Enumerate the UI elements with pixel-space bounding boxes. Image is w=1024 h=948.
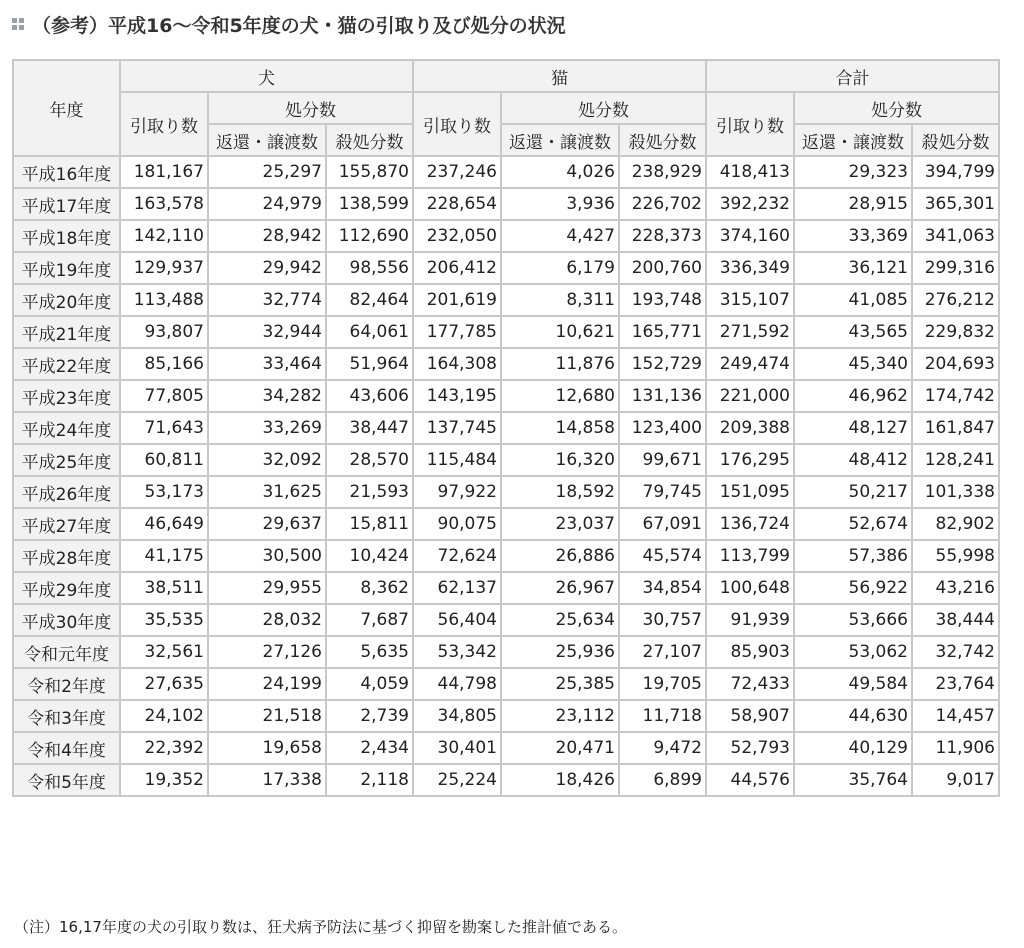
cell-total-kill: 101,338 — [912, 476, 999, 508]
header-dog-disposal: 処分数 — [208, 92, 413, 124]
cell-total-kill: 82,902 — [912, 508, 999, 540]
cell-dog-return: 28,032 — [208, 604, 326, 636]
cell-dog-return: 19,658 — [208, 732, 326, 764]
row-year: 平成30年度 — [13, 604, 120, 636]
row-year: 平成20年度 — [13, 284, 120, 316]
row-year: 平成19年度 — [13, 252, 120, 284]
cell-total-intake: 100,648 — [706, 572, 794, 604]
header-total-return: 返還・譲渡数 — [794, 124, 912, 156]
cell-cat-kill: 79,745 — [619, 476, 706, 508]
cell-cat-return: 26,886 — [501, 540, 619, 572]
row-year: 平成26年度 — [13, 476, 120, 508]
table-row — [13, 348, 999, 380]
cell-total-return: 44,630 — [794, 700, 912, 732]
cell-dog-intake: 113,488 — [120, 284, 208, 316]
table-body — [13, 156, 999, 796]
table-row — [13, 284, 999, 316]
table-row — [13, 540, 999, 572]
cell-cat-kill: 200,760 — [619, 252, 706, 284]
cell-total-intake: 336,349 — [706, 252, 794, 284]
table-row — [13, 380, 999, 412]
cell-total-return: 56,922 — [794, 572, 912, 604]
cell-cat-return: 20,471 — [501, 732, 619, 764]
cell-total-return: 29,323 — [794, 156, 912, 188]
cell-dog-return: 24,199 — [208, 668, 326, 700]
row-year: 平成18年度 — [13, 220, 120, 252]
cell-dog-kill: 28,570 — [326, 444, 413, 476]
cell-total-kill: 32,742 — [912, 636, 999, 668]
cell-total-return: 46,962 — [794, 380, 912, 412]
cell-total-kill: 14,457 — [912, 700, 999, 732]
cell-dog-kill: 98,556 — [326, 252, 413, 284]
table-row — [13, 412, 999, 444]
cell-total-kill: 174,742 — [912, 380, 999, 412]
table-row — [13, 316, 999, 348]
header-dog-intake: 引取り数 — [120, 92, 208, 156]
cell-dog-intake: 22,392 — [120, 732, 208, 764]
cell-total-kill: 128,241 — [912, 444, 999, 476]
cell-dog-intake: 27,635 — [120, 668, 208, 700]
cell-dog-kill: 2,118 — [326, 764, 413, 796]
table-row — [13, 668, 999, 700]
cell-total-return: 33,369 — [794, 220, 912, 252]
cell-cat-return: 8,311 — [501, 284, 619, 316]
cell-cat-return: 25,936 — [501, 636, 619, 668]
cell-dog-intake: 93,807 — [120, 316, 208, 348]
cell-total-return: 40,129 — [794, 732, 912, 764]
cell-cat-return: 11,876 — [501, 348, 619, 380]
cell-cat-kill: 6,899 — [619, 764, 706, 796]
cell-dog-kill: 112,690 — [326, 220, 413, 252]
header-dog-kill: 殺処分数 — [326, 124, 413, 156]
cell-dog-kill: 51,964 — [326, 348, 413, 380]
cell-dog-return: 31,625 — [208, 476, 326, 508]
cell-total-return: 48,127 — [794, 412, 912, 444]
cell-cat-return: 4,427 — [501, 220, 619, 252]
table-row — [13, 636, 999, 668]
statistics-table — [12, 59, 1000, 797]
cell-total-return: 48,412 — [794, 444, 912, 476]
cell-total-kill: 365,301 — [912, 188, 999, 220]
cell-cat-kill: 152,729 — [619, 348, 706, 380]
cell-dog-intake: 19,352 — [120, 764, 208, 796]
cell-cat-kill: 228,373 — [619, 220, 706, 252]
cell-cat-intake: 201,619 — [413, 284, 501, 316]
row-year: 平成22年度 — [13, 348, 120, 380]
cell-cat-kill: 123,400 — [619, 412, 706, 444]
cell-cat-return: 18,592 — [501, 476, 619, 508]
header-row-groups — [13, 60, 999, 92]
cell-cat-return: 16,320 — [501, 444, 619, 476]
cell-cat-intake: 62,137 — [413, 572, 501, 604]
cell-cat-return: 18,426 — [501, 764, 619, 796]
table-row — [13, 572, 999, 604]
cell-dog-kill: 64,061 — [326, 316, 413, 348]
cell-total-kill: 204,693 — [912, 348, 999, 380]
cell-total-return: 49,584 — [794, 668, 912, 700]
cell-total-kill: 341,063 — [912, 220, 999, 252]
cell-total-return: 43,565 — [794, 316, 912, 348]
cell-dog-return: 21,518 — [208, 700, 326, 732]
header-row-categories — [13, 92, 999, 124]
table-row — [13, 188, 999, 220]
cell-cat-return: 26,967 — [501, 572, 619, 604]
table-row — [13, 444, 999, 476]
cell-dog-return: 32,944 — [208, 316, 326, 348]
cell-dog-return: 29,942 — [208, 252, 326, 284]
cell-cat-kill: 165,771 — [619, 316, 706, 348]
cell-total-kill: 55,998 — [912, 540, 999, 572]
table-row — [13, 764, 999, 796]
header-total-kill: 殺処分数 — [912, 124, 999, 156]
cell-cat-intake: 206,412 — [413, 252, 501, 284]
cell-dog-return: 25,297 — [208, 156, 326, 188]
cell-dog-intake: 71,643 — [120, 412, 208, 444]
cell-total-intake: 374,160 — [706, 220, 794, 252]
row-year: 平成16年度 — [13, 156, 120, 188]
cell-total-return: 53,062 — [794, 636, 912, 668]
row-year: 令和元年度 — [13, 636, 120, 668]
cell-total-intake: 136,724 — [706, 508, 794, 540]
header-year: 年度 — [13, 60, 120, 156]
page-heading — [10, 8, 566, 40]
cell-total-return: 52,674 — [794, 508, 912, 540]
cell-cat-intake: 44,798 — [413, 668, 501, 700]
cell-dog-kill: 7,687 — [326, 604, 413, 636]
cell-cat-return: 25,385 — [501, 668, 619, 700]
cell-cat-return: 23,037 — [501, 508, 619, 540]
cell-dog-kill: 8,362 — [326, 572, 413, 604]
row-year: 令和3年度 — [13, 700, 120, 732]
cell-cat-kill: 238,929 — [619, 156, 706, 188]
table-row — [13, 700, 999, 732]
cell-dog-intake: 60,811 — [120, 444, 208, 476]
cell-cat-intake: 228,654 — [413, 188, 501, 220]
cell-total-kill: 9,017 — [912, 764, 999, 796]
cell-dog-kill: 21,593 — [326, 476, 413, 508]
cell-dog-intake: 142,110 — [120, 220, 208, 252]
cell-total-intake: 315,107 — [706, 284, 794, 316]
cell-cat-intake: 34,805 — [413, 700, 501, 732]
cell-cat-kill: 27,107 — [619, 636, 706, 668]
cell-cat-intake: 143,195 — [413, 380, 501, 412]
cell-dog-return: 28,942 — [208, 220, 326, 252]
cell-dog-kill: 4,059 — [326, 668, 413, 700]
cell-dog-intake: 181,167 — [120, 156, 208, 188]
cell-total-intake: 249,474 — [706, 348, 794, 380]
header-group-cat: 猫 — [413, 60, 706, 92]
cell-cat-kill: 19,705 — [619, 668, 706, 700]
table-row — [13, 476, 999, 508]
cell-total-intake: 91,939 — [706, 604, 794, 636]
cell-cat-return: 25,634 — [501, 604, 619, 636]
row-year: 平成27年度 — [13, 508, 120, 540]
cell-cat-kill: 11,718 — [619, 700, 706, 732]
cell-cat-kill: 99,671 — [619, 444, 706, 476]
row-year: 平成23年度 — [13, 380, 120, 412]
header-group-dog: 犬 — [120, 60, 413, 92]
cell-dog-kill: 43,606 — [326, 380, 413, 412]
cell-cat-intake: 164,308 — [413, 348, 501, 380]
cell-cat-kill: 193,748 — [619, 284, 706, 316]
cell-dog-intake: 163,578 — [120, 188, 208, 220]
table-row — [13, 220, 999, 252]
cell-cat-intake: 53,342 — [413, 636, 501, 668]
row-year: 平成21年度 — [13, 316, 120, 348]
cell-total-kill: 394,799 — [912, 156, 999, 188]
cell-cat-intake: 72,624 — [413, 540, 501, 572]
cell-cat-return: 6,179 — [501, 252, 619, 284]
cell-total-kill: 276,212 — [912, 284, 999, 316]
row-year: 令和2年度 — [13, 668, 120, 700]
cell-total-kill: 11,906 — [912, 732, 999, 764]
cell-dog-kill: 82,464 — [326, 284, 413, 316]
cell-total-intake: 52,793 — [706, 732, 794, 764]
cell-total-kill: 161,847 — [912, 412, 999, 444]
cell-cat-kill: 226,702 — [619, 188, 706, 220]
cell-dog-return: 27,126 — [208, 636, 326, 668]
cell-total-return: 28,915 — [794, 188, 912, 220]
cell-cat-return: 14,858 — [501, 412, 619, 444]
row-year: 平成17年度 — [13, 188, 120, 220]
header-dog-return: 返還・譲渡数 — [208, 124, 326, 156]
cell-total-return: 53,666 — [794, 604, 912, 636]
cell-dog-intake: 32,561 — [120, 636, 208, 668]
header-cat-kill: 殺処分数 — [619, 124, 706, 156]
cell-cat-intake: 237,246 — [413, 156, 501, 188]
cell-total-return: 41,085 — [794, 284, 912, 316]
header-cat-intake: 引取り数 — [413, 92, 501, 156]
cell-total-return: 36,121 — [794, 252, 912, 284]
table-row — [13, 252, 999, 284]
cell-cat-return: 3,936 — [501, 188, 619, 220]
cell-dog-intake: 53,173 — [120, 476, 208, 508]
cell-dog-return: 29,637 — [208, 508, 326, 540]
cell-cat-intake: 30,401 — [413, 732, 501, 764]
cell-cat-kill: 34,854 — [619, 572, 706, 604]
cell-total-kill: 23,764 — [912, 668, 999, 700]
cell-cat-return: 12,680 — [501, 380, 619, 412]
cell-cat-intake: 115,484 — [413, 444, 501, 476]
cell-total-kill: 299,316 — [912, 252, 999, 284]
cell-dog-kill: 2,434 — [326, 732, 413, 764]
cell-total-intake: 221,000 — [706, 380, 794, 412]
cell-cat-intake: 177,785 — [413, 316, 501, 348]
cell-dog-return: 33,464 — [208, 348, 326, 380]
row-year: 平成25年度 — [13, 444, 120, 476]
cell-total-intake: 209,388 — [706, 412, 794, 444]
cell-dog-kill: 38,447 — [326, 412, 413, 444]
cell-cat-kill: 67,091 — [619, 508, 706, 540]
cell-dog-intake: 129,937 — [120, 252, 208, 284]
cell-cat-kill: 30,757 — [619, 604, 706, 636]
table-row — [13, 732, 999, 764]
grid-bullet-icon — [12, 18, 24, 30]
cell-dog-kill: 2,739 — [326, 700, 413, 732]
table-row — [13, 604, 999, 636]
header-cat-return: 返還・譲渡数 — [501, 124, 619, 156]
cell-dog-kill: 15,811 — [326, 508, 413, 540]
cell-cat-return: 23,112 — [501, 700, 619, 732]
cell-dog-intake: 85,166 — [120, 348, 208, 380]
cell-total-intake: 176,295 — [706, 444, 794, 476]
cell-total-intake: 151,095 — [706, 476, 794, 508]
cell-dog-intake: 77,805 — [120, 380, 208, 412]
table-row — [13, 156, 999, 188]
cell-total-intake: 44,576 — [706, 764, 794, 796]
cell-dog-return: 34,282 — [208, 380, 326, 412]
cell-dog-kill: 10,424 — [326, 540, 413, 572]
cell-cat-return: 10,621 — [501, 316, 619, 348]
cell-total-intake: 58,907 — [706, 700, 794, 732]
row-year: 平成29年度 — [13, 572, 120, 604]
cell-dog-intake: 38,511 — [120, 572, 208, 604]
row-year: 令和4年度 — [13, 732, 120, 764]
cell-dog-return: 32,092 — [208, 444, 326, 476]
cell-total-intake: 72,433 — [706, 668, 794, 700]
cell-cat-intake: 56,404 — [413, 604, 501, 636]
cell-total-return: 57,386 — [794, 540, 912, 572]
row-year: 平成24年度 — [13, 412, 120, 444]
table-header — [13, 60, 999, 156]
cell-dog-intake: 24,102 — [120, 700, 208, 732]
cell-dog-kill: 155,870 — [326, 156, 413, 188]
cell-dog-return: 33,269 — [208, 412, 326, 444]
cell-dog-intake: 35,535 — [120, 604, 208, 636]
row-year: 平成28年度 — [13, 540, 120, 572]
cell-total-return: 45,340 — [794, 348, 912, 380]
cell-total-intake: 113,799 — [706, 540, 794, 572]
header-group-total: 合計 — [706, 60, 999, 92]
page-title: （参考）平成16〜令和5年度の犬・猫の引取り及び処分の状況 — [32, 14, 566, 37]
cell-total-intake: 392,232 — [706, 188, 794, 220]
cell-dog-return: 17,338 — [208, 764, 326, 796]
cell-dog-return: 24,979 — [208, 188, 326, 220]
cell-total-intake: 418,413 — [706, 156, 794, 188]
cell-total-intake: 271,592 — [706, 316, 794, 348]
cell-cat-intake: 25,224 — [413, 764, 501, 796]
cell-cat-kill: 45,574 — [619, 540, 706, 572]
cell-dog-intake: 46,649 — [120, 508, 208, 540]
cell-dog-return: 29,955 — [208, 572, 326, 604]
cell-cat-intake: 137,745 — [413, 412, 501, 444]
cell-total-return: 50,217 — [794, 476, 912, 508]
header-total-disposal: 処分数 — [794, 92, 999, 124]
cell-cat-kill: 131,136 — [619, 380, 706, 412]
header-total-intake: 引取り数 — [706, 92, 794, 156]
cell-cat-return: 4,026 — [501, 156, 619, 188]
cell-cat-intake: 90,075 — [413, 508, 501, 540]
cell-total-kill: 43,216 — [912, 572, 999, 604]
cell-cat-intake: 97,922 — [413, 476, 501, 508]
cell-dog-intake: 41,175 — [120, 540, 208, 572]
header-cat-disposal: 処分数 — [501, 92, 706, 124]
cell-dog-return: 30,500 — [208, 540, 326, 572]
footnote: （注）16,17年度の犬の引取り数は、狂犬病予防法に基づく抑留を勘案した推計値である。 — [14, 918, 627, 936]
table-row — [13, 508, 999, 540]
cell-total-intake: 85,903 — [706, 636, 794, 668]
cell-cat-intake: 232,050 — [413, 220, 501, 252]
row-year: 令和5年度 — [13, 764, 120, 796]
cell-dog-kill: 138,599 — [326, 188, 413, 220]
cell-dog-kill: 5,635 — [326, 636, 413, 668]
cell-total-kill: 38,444 — [912, 604, 999, 636]
cell-total-return: 35,764 — [794, 764, 912, 796]
cell-dog-return: 32,774 — [208, 284, 326, 316]
cell-cat-kill: 9,472 — [619, 732, 706, 764]
cell-total-kill: 229,832 — [912, 316, 999, 348]
